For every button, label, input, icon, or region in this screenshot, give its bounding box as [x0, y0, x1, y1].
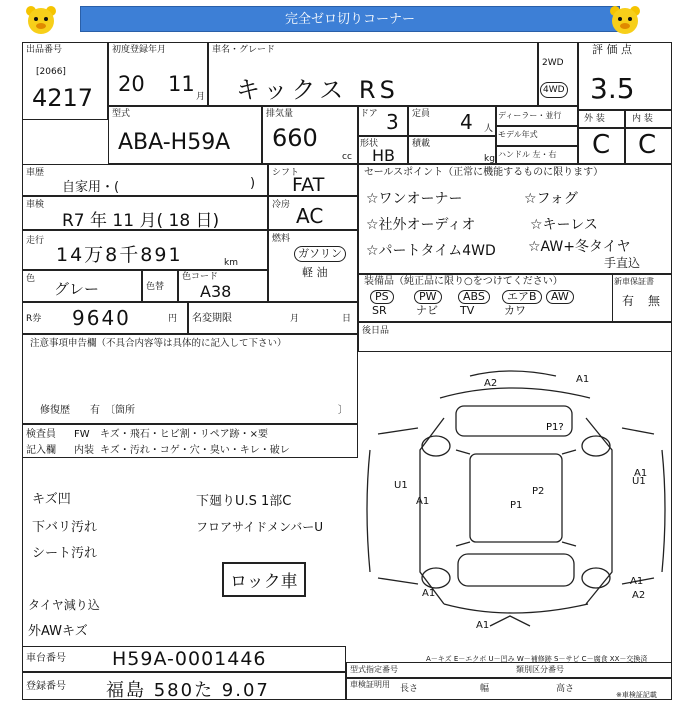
- equip-item: PS: [370, 290, 394, 304]
- note-left: キズ凹: [32, 492, 71, 507]
- fuel-gasoline: ガソリン: [294, 246, 346, 262]
- use-close: ): [250, 176, 256, 191]
- right-door-outline: [662, 450, 665, 572]
- equip-item: エアB: [502, 290, 542, 304]
- diagram-legend: A－キズ E－エクボ U－凹み W－補修跡 S－サビ C－腐食 XX－交換済: [426, 655, 648, 663]
- equip-item: カワ: [504, 304, 526, 317]
- tire-front-right: [582, 436, 610, 456]
- pillars: [456, 450, 576, 546]
- after-cell: [358, 322, 672, 352]
- ext-grade: C: [592, 130, 611, 160]
- inspect-value: R7 年 11 月( 18 日): [62, 211, 220, 231]
- score-label: 評 価 点: [592, 43, 632, 56]
- sales-item: ☆社外オーディオ: [366, 217, 476, 233]
- fuel-label: 燃料: [272, 234, 291, 244]
- tire-rear-left: [422, 568, 450, 588]
- note-left: タイヤ減り込: [28, 598, 100, 612]
- month-unit: 月: [196, 92, 206, 102]
- cap-unit: 人: [484, 124, 494, 134]
- disp-unit: cc: [342, 152, 352, 162]
- car-damage-diagram: [360, 358, 672, 650]
- cert-label: 車検証明用: [350, 680, 390, 689]
- sales-item: ☆AW+冬タイヤ: [528, 239, 631, 255]
- fuel-diesel: 軽 油: [302, 266, 328, 279]
- footer-note: ※車検証記載: [616, 691, 657, 699]
- left-door-outline: [367, 450, 370, 572]
- chassis-label: 車台番号: [26, 653, 66, 664]
- cap-value: 4: [460, 110, 473, 134]
- shape-value: HB: [372, 146, 396, 165]
- roof: [470, 454, 562, 542]
- lock-stamp: ロック車: [222, 562, 306, 597]
- model-label: 型式: [112, 109, 131, 119]
- hood-outline: [440, 388, 590, 398]
- disp-label: 排気量: [266, 109, 294, 119]
- damage-mark: A1: [630, 576, 644, 587]
- warranty-none: 無: [648, 294, 661, 308]
- plate-value: 福島 580た 9.07: [106, 680, 270, 701]
- lot-number: 4217: [32, 84, 94, 112]
- divider: [612, 274, 613, 322]
- left-body-side: [420, 418, 444, 604]
- mileage-value: 14万8千891: [56, 244, 183, 266]
- disp-value: 660: [272, 124, 318, 152]
- sales-extra: 手直込: [604, 256, 641, 270]
- recorder-label: 記入欄: [26, 445, 56, 456]
- note-left: 下バリ汚れ: [32, 520, 98, 535]
- height-label: 高さ: [556, 684, 575, 694]
- equip-item: PW: [414, 290, 442, 304]
- r-unit: 円: [168, 314, 178, 324]
- sales-item: ☆フォグ: [524, 191, 578, 207]
- equip-title: 装備品（純正品に限り○をつけてください）: [364, 276, 563, 287]
- aircon-value: AC: [296, 204, 324, 228]
- after-label: 後日品: [362, 326, 390, 336]
- reg-year: 20: [118, 72, 145, 96]
- reg-month: 11: [168, 72, 195, 96]
- note-right: 下廻りU.S 1部C: [196, 494, 292, 509]
- mascot-bear-icon: [608, 4, 642, 36]
- fw-text: キズ・飛石・ヒビ割・リペア跡・×要: [100, 429, 268, 440]
- name-change-month: 月: [290, 314, 300, 324]
- color-label: 色: [26, 274, 36, 284]
- r-value: 9640: [72, 306, 131, 330]
- shift-value: FAT: [292, 174, 325, 196]
- damage-mark: A1: [634, 468, 648, 479]
- handle-label: ハンドル 左・右: [498, 150, 557, 159]
- damage-mark: P1: [510, 500, 523, 511]
- lot-sub: [2066]: [36, 67, 66, 77]
- model-value: ABA-H59A: [118, 130, 231, 155]
- rear-outline: [444, 604, 588, 613]
- cap-label: 定員: [412, 109, 431, 119]
- use-label: 車歴: [26, 168, 45, 178]
- damage-mark: A2: [632, 590, 646, 601]
- damage-mark: A1: [416, 496, 430, 507]
- tire-front-left: [422, 436, 450, 456]
- note-left: シート汚れ: [32, 546, 98, 561]
- use-cell: [22, 164, 268, 196]
- int-label: 内 装: [632, 114, 653, 124]
- banner: 完全ゼロ切りコーナー: [80, 6, 620, 32]
- door-value: 3: [386, 110, 399, 134]
- drive-2wd: 2WD: [542, 58, 564, 68]
- ext-label: 外 装: [584, 114, 605, 124]
- dealer-label: ディーラー・並行: [498, 111, 562, 120]
- lot-label: 出品番号: [26, 45, 63, 55]
- mascot-bear-icon: [24, 4, 58, 36]
- spare-mark: [490, 616, 530, 626]
- inspect-label: 車検: [26, 200, 45, 210]
- repair-close: 〕: [338, 405, 348, 416]
- repair-label: 修復歴 有 〔箇所: [40, 405, 135, 416]
- roof-front-outline: [470, 371, 556, 376]
- shift-label: シフト: [272, 168, 300, 178]
- drive-4wd: 4WD: [540, 82, 568, 98]
- chassis-value: H59A-0001446: [112, 648, 267, 670]
- equip-item: ABS: [458, 290, 490, 304]
- equip-item: SR: [372, 304, 387, 317]
- model-year-label: モデル年式: [498, 130, 538, 139]
- class-no-label: 類別区分番号: [516, 665, 564, 674]
- damage-mark: U1: [394, 480, 408, 491]
- damage-mark: A1: [422, 588, 436, 599]
- use-value: 自家用・(: [62, 180, 120, 195]
- name-label: 車名・グレード: [212, 45, 276, 55]
- right-body-side: [586, 418, 612, 604]
- damage-mark: A1: [576, 374, 590, 385]
- width-label: 幅: [480, 684, 490, 694]
- sales-item: ☆パートタイム4WD: [366, 243, 496, 259]
- r-label: R券: [26, 314, 42, 324]
- new-warranty-label: 新車保証書: [614, 277, 654, 286]
- fw-label: FW: [74, 429, 90, 440]
- rear-window: [458, 554, 574, 586]
- equip-item: ナビ: [416, 304, 438, 317]
- equip-item: AW: [546, 290, 574, 304]
- int-check-label: 内装: [74, 445, 94, 456]
- note-left: 外AWキズ: [28, 624, 88, 639]
- damage-mark: A2: [484, 378, 498, 389]
- mileage-label: 走行: [26, 236, 45, 246]
- equip-item: TV: [460, 304, 475, 317]
- recolor-label: 色替: [146, 282, 165, 292]
- damage-mark: U1: [632, 476, 646, 487]
- damage-mark: A1: [476, 620, 490, 631]
- sales-item: ☆ワンオーナー: [366, 191, 463, 207]
- sales-title: セールスポイント（正常に機能するものに限ります）: [364, 167, 604, 178]
- reg-label: 初度登録年月: [112, 45, 167, 55]
- load-label: 積載: [412, 139, 431, 149]
- name-change-label: 名変期限: [192, 313, 232, 324]
- note-label: 注意事項申告欄（不具合内容等は具体的に記入して下さい）: [30, 338, 287, 349]
- shape-label: 形状: [360, 139, 379, 149]
- color-value: グレー: [54, 280, 100, 298]
- mileage-unit: km: [224, 258, 238, 268]
- type-approval-label: 型式指定番号: [350, 665, 398, 674]
- int-check-text: キズ・汚れ・コゲ・穴・臭い・キレ・破レ: [100, 445, 290, 456]
- car-name: キックス RS: [236, 76, 399, 104]
- plate-label: 登録番号: [26, 681, 66, 692]
- name-change-day: 日: [342, 314, 352, 324]
- inspector-label: 検査員: [26, 429, 56, 440]
- color-code-value: A38: [200, 282, 232, 301]
- damage-mark: P2: [532, 486, 545, 497]
- warranty-has: 有: [622, 294, 635, 308]
- tire-rear-right: [582, 568, 610, 588]
- load-unit: kg: [484, 154, 495, 164]
- note-right: フロアサイドメンバーU: [196, 520, 323, 534]
- diagram-note: P1?: [546, 422, 564, 433]
- color-code-label: 色コード: [182, 272, 219, 282]
- sales-item: ☆キーレス: [530, 217, 598, 233]
- door-label: ドア: [360, 109, 378, 119]
- int-grade: C: [638, 130, 657, 160]
- length-label: 長さ: [400, 684, 419, 694]
- score-value: 3.5: [590, 72, 635, 105]
- aircon-label: 冷房: [272, 200, 291, 210]
